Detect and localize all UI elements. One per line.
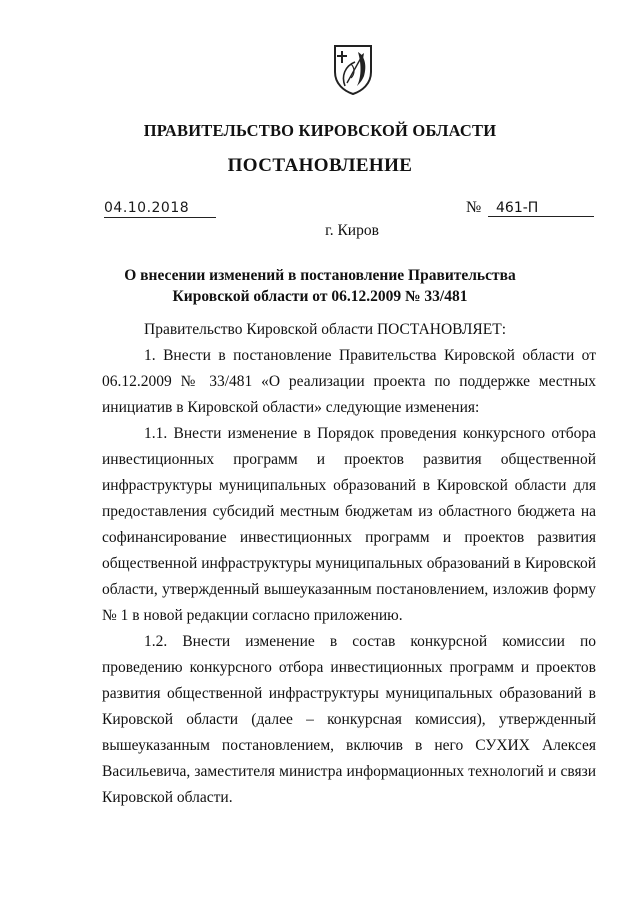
body-paragraph-1-1: 1.1. Внести изменение в Порядок проведения конкурсного отбора инвестиционных программ и проектов развития общественной инфраструктуры муниципальных образований в Кировской области для предоставления субсидий местным бюджетам из областного бюджета на софинансирование инвестиционных программ и проектов развития общественной инфраструктуры муниципальных образований в Кировской области, утвержденный вышеуказанным постановлением, изложив форму № 1 в новой редакции согласно приложению. <box>102 425 596 624</box>
body-paragraph-resolves: Правительство Кировской области ПОСТАНОВЛЯЕТ: <box>144 321 507 338</box>
document-body <box>102 317 596 811</box>
kirov-oblast-coat-of-arms-icon <box>331 42 375 96</box>
document-number: 461-П <box>488 200 594 217</box>
document-date: 04.10.2018 <box>104 200 216 218</box>
city-label: г. Киров <box>325 222 379 239</box>
document-subject <box>0 265 640 307</box>
subject-line-2: Кировской области от 06.12.2009 № 33/481 <box>172 288 468 305</box>
subject-line-1: О внесении изменений в постановление Правительства <box>124 267 516 284</box>
body-paragraph-1: 1. Внести в постановление Правительства Кировской области от 06.12.2009 № 33/481 «О реализации проекта по поддержке местных инициатив в Кировской области» следующие изменения: <box>102 347 596 416</box>
document-type-title: ПОСТАНОВЛЕНИЕ <box>227 155 413 176</box>
body-paragraph-1-2: 1.2. Внести изменение в состав конкурсной комиссии по проведению конкурсного отбора инвестиционных программ и проектов развития общественной инфраструктуры муниципальных образований в Кировской области (далее – конкурсная комиссия), утвержденный вышеуказанным постановлением, включив в него СУХИХ Алексея Васильевича, заместителя министра информационных технологий и связи Кировской области. <box>102 633 596 806</box>
number-sign: № <box>466 199 482 216</box>
government-title: ПРАВИТЕЛЬСТВО КИРОВСКОЙ ОБЛАСТИ <box>143 121 497 140</box>
document-number-block <box>466 199 596 217</box>
